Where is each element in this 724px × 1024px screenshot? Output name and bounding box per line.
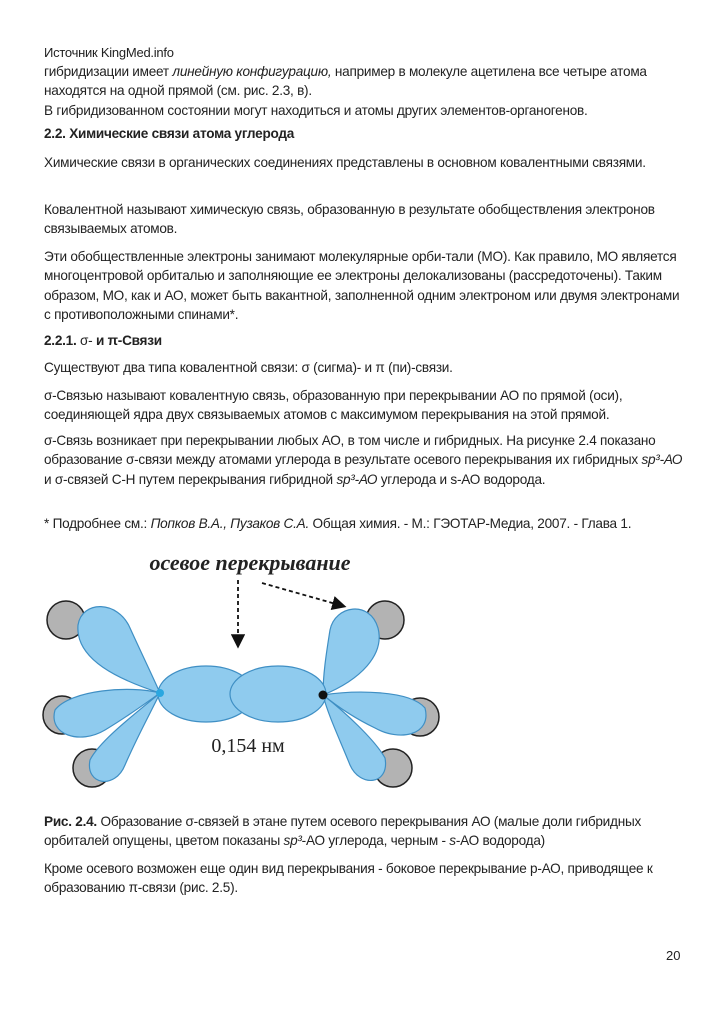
authors: Попков В.А., Пузаков С.А. (150, 516, 309, 531)
text: например в молекуле ацетилена все четыре атома находятся на одной прямой (см. рис. 2.3, в). (44, 64, 647, 99)
text: Общая химия. - М.: ГЭОТАР-Медиа, 2007. - Глава 1. (308, 516, 632, 531)
caption-number: Рис. 2.4. (44, 814, 97, 829)
italic-term: sp³-АО (336, 471, 378, 487)
bond-length-label: 0,154 нм (211, 735, 285, 757)
text: Образование σ-связей в этане путем осевого перекрывания АО (малые доли гибридных орбиталей опущены, цветом показаны (44, 814, 642, 849)
carbon-atom-left (156, 689, 164, 697)
text: * Подробнее см.: (44, 516, 151, 531)
source-label: Источник KingMed.info (44, 45, 174, 60)
page-number: 20 (666, 948, 681, 963)
figure-caption (44, 812, 684, 851)
italic-term: sp³-АО (641, 452, 683, 468)
text: 2.2.1. (44, 333, 77, 348)
italic-term: линейную конфигурацию, (172, 64, 332, 79)
text: и σ-связей С-Н путем перекрывания гибридной (44, 471, 337, 487)
paragraph: Химические связи в органических соединениях представлены в основном ковалентными связями. (44, 155, 646, 170)
text: σ- (76, 333, 96, 348)
text: гибридизации имеет (44, 64, 173, 79)
italic-term: s (449, 833, 456, 849)
text: углерода и s-АО водорода. (377, 471, 546, 487)
paragraph: Кроме осевого возможен еще один вид перекрывания - боковое перекрывание р-АО, приводящее к образованию π-связи (рис. 2.5). (44, 861, 653, 896)
paragraph: Существуют два типа ковалентной связи: σ (сигма)- и π (пи)-связи. (44, 360, 453, 375)
paragraph: Эти обобществленные электроны занимают молекулярные орби-тали (МО). Как правило, МО является многоцентровой орбиталью и заполняющие ее электроны делокализованы (рассредоточены). Таким образом, МО, как и АО, может быть вакантной, заполненной одним электроном или двумя электронами с противоположными спинами*. (44, 249, 680, 322)
text: σ-Связь возникает при перекрывании любых АО, в том числе и гибридных. На рисунке 2.4 показано образование σ-связи между атомами углерода в результате осевого перекрывания их гибридных (44, 433, 656, 468)
italic-term: sp³ (283, 833, 302, 849)
paragraph: Ковалентной называют химическую связь, образованную в результате обобществления электронов связываемых атомов. (44, 202, 655, 237)
paragraph: σ-Связью называют ковалентную связь, образованную при перекрывании АО по прямой (оси), соединяющей ядра двух связываемых атомов с максимумом перекрывания на этой прямой. (44, 388, 623, 423)
text: и π-Связи (96, 333, 162, 348)
text: -АО углерода, черным - (301, 833, 450, 849)
text: В гибридизованном состоянии могут находиться и атомы других элементов-органогенов. (44, 102, 588, 118)
text: -АО водорода) (455, 833, 545, 849)
figure-label-top: осевое перекрывание (149, 550, 351, 575)
carbon-atom-right (319, 691, 328, 700)
heading-2-2: 2.2. Химические связи атома углерода (44, 126, 295, 141)
arrow-right (262, 583, 343, 606)
